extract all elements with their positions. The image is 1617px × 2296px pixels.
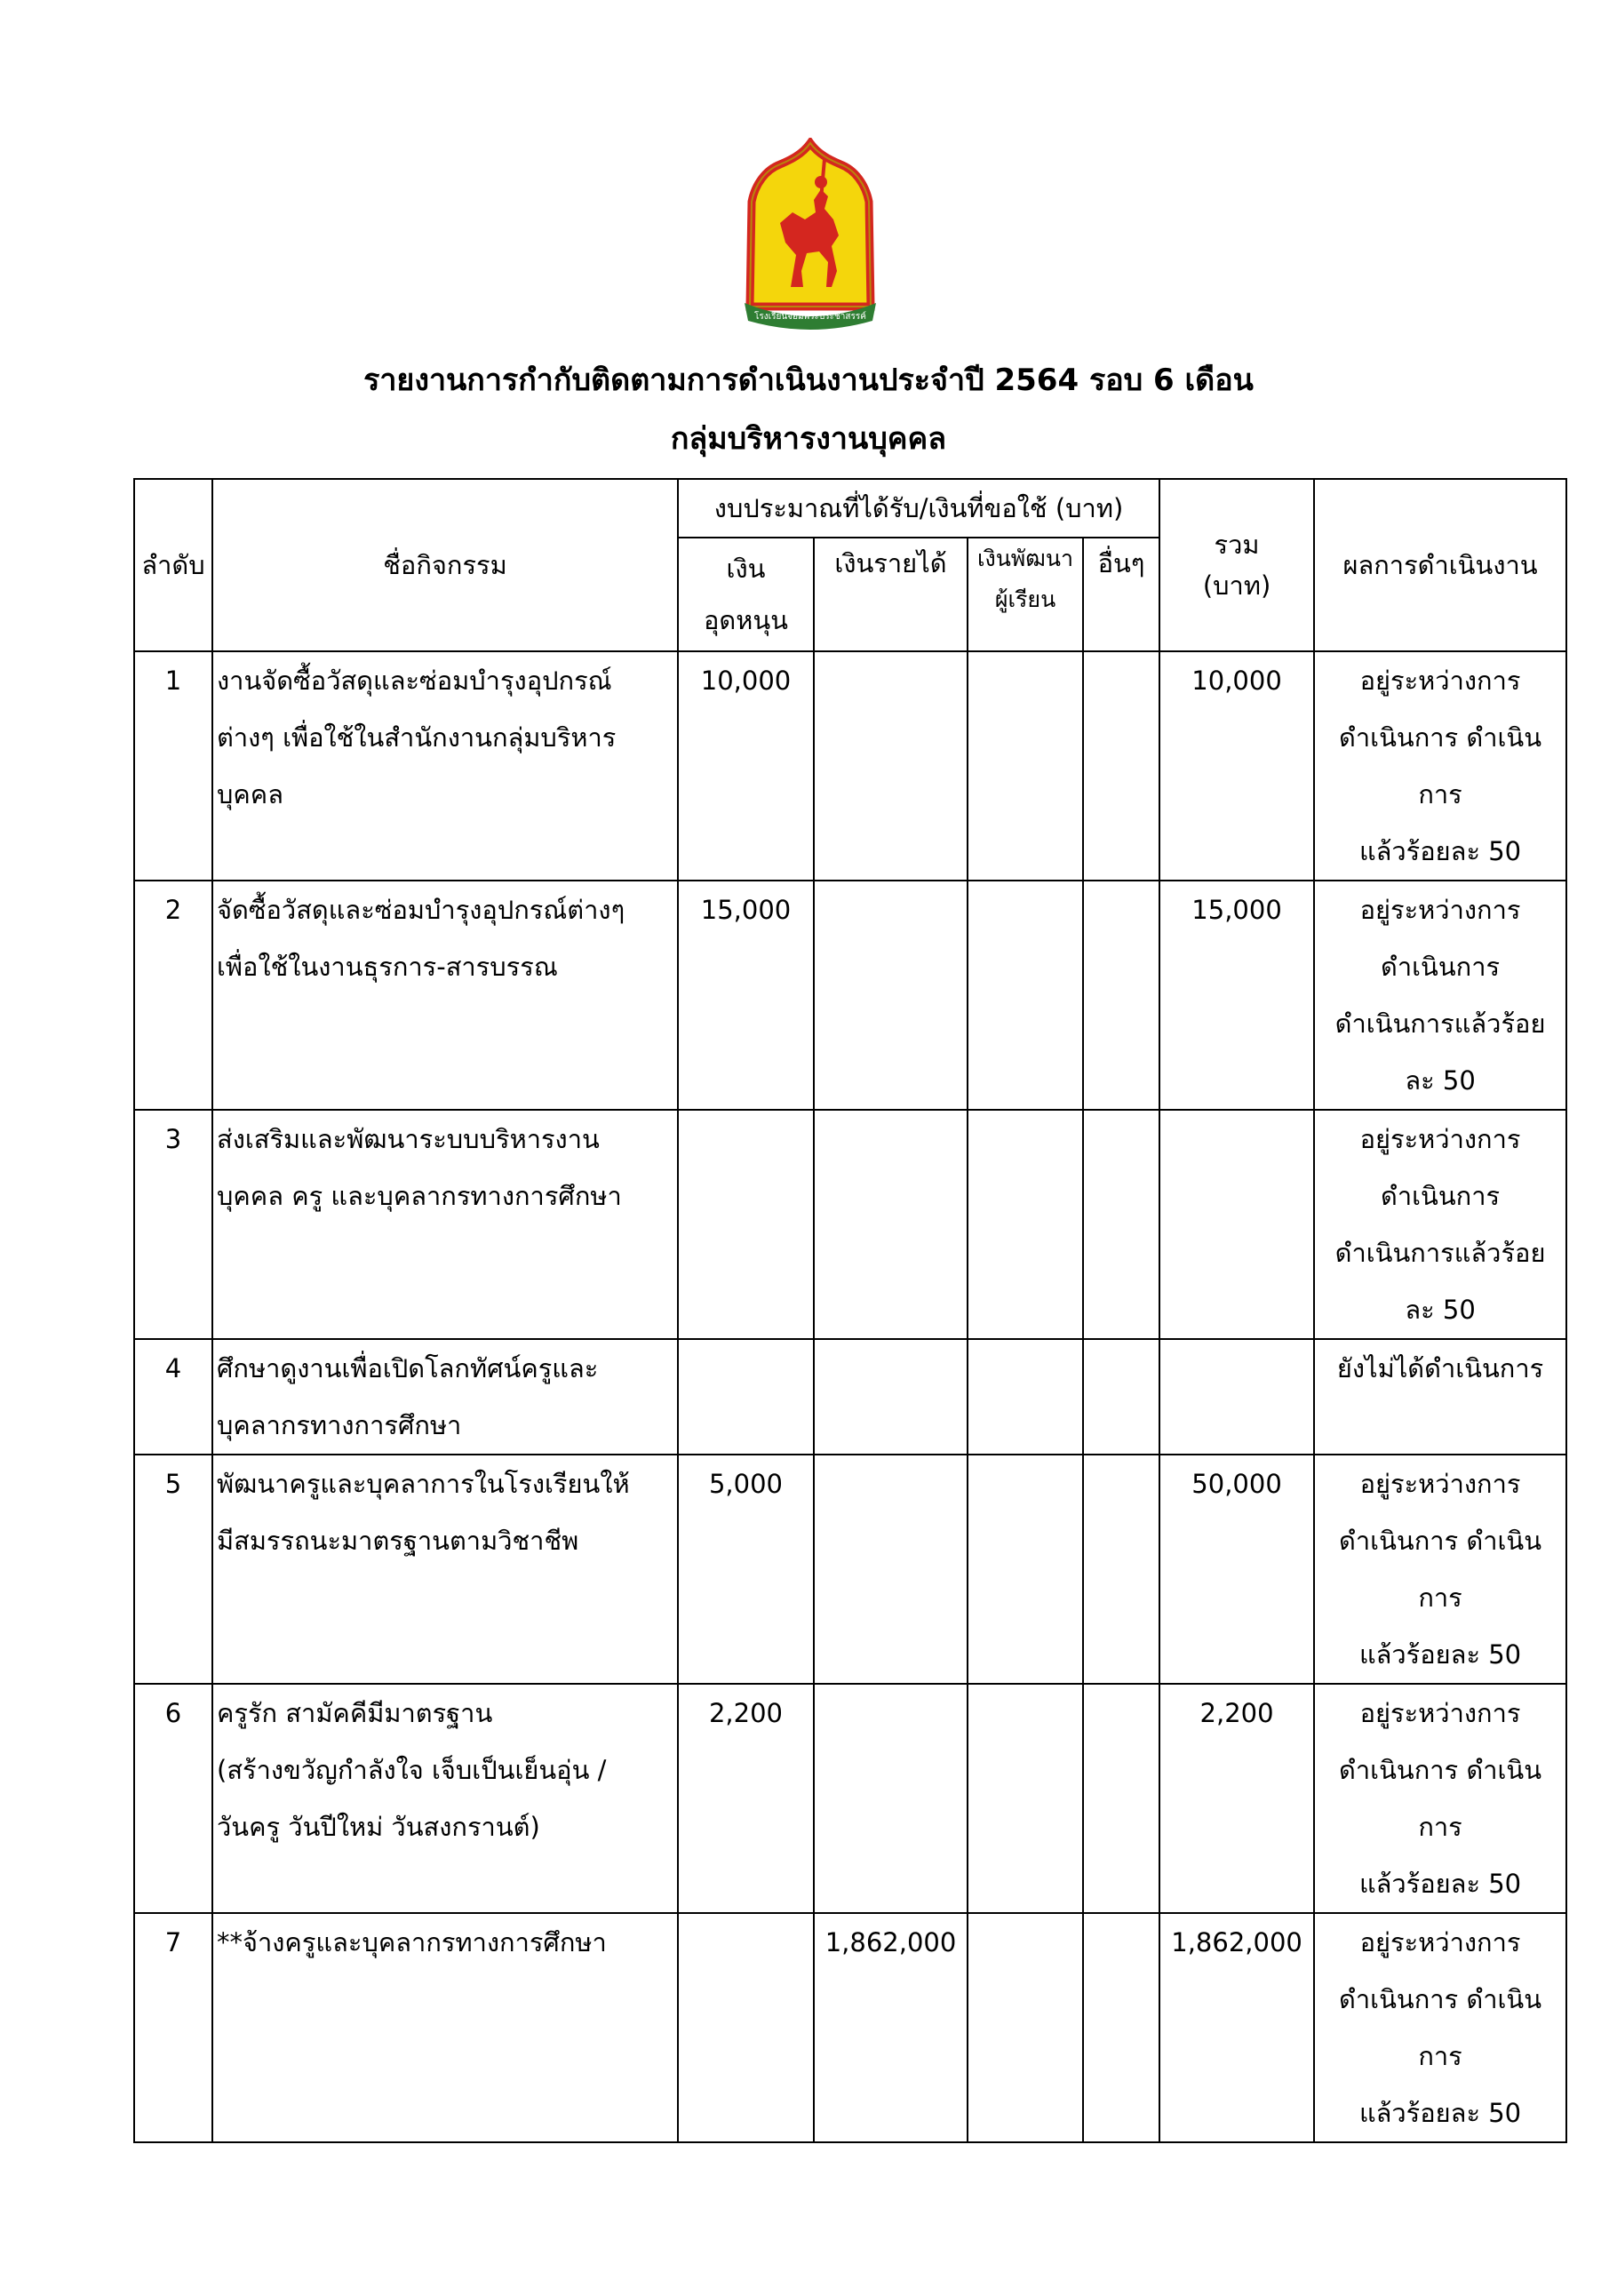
header-no: ลำดับ xyxy=(134,479,212,651)
cell-other xyxy=(1083,1339,1159,1455)
header-other: อื่นๆ xyxy=(1083,538,1159,651)
table-row xyxy=(134,1339,1566,1455)
cell-total: 10,000 xyxy=(1159,651,1314,881)
cell-subsidy xyxy=(678,1913,814,2142)
cell-total: 1,862,000 xyxy=(1159,1913,1314,2142)
cell-subsidy: 10,000 xyxy=(678,651,814,881)
cell-activity: **จ้างครูและบุคลากรทางการศึกษา xyxy=(212,1913,678,2142)
cell-dev-fund xyxy=(968,1339,1083,1455)
cell-activity: จัดซื้อวัสดุและซ่อมบำรุงอุปกรณ์ต่างๆ เพื่อใช้ในงานธุรการ-สารบรรณ xyxy=(212,881,678,1110)
cell-no: 7 xyxy=(134,1913,212,2142)
header-budget-group: งบประมาณที่ได้รับ/เงินที่ขอใช้ (บาท) xyxy=(678,479,1159,538)
cell-subsidy: 5,000 xyxy=(678,1455,814,1684)
cell-result: อยู่ระหว่างการ ดำเนินการ ดำเนินการ แล้วร้อยละ 50 xyxy=(1314,1684,1566,1913)
table-row xyxy=(134,651,1566,881)
report-title: รายงานการกำกับติดตามการดำเนินงานประจำปี 2564 รอบ 6 เดือน xyxy=(363,363,1254,398)
cell-no: 3 xyxy=(134,1110,212,1339)
table-row xyxy=(134,1684,1566,1913)
cell-result: อยู่ระหว่างการ ดำเนินการ ดำเนินการแล้วร้อย ละ 50 xyxy=(1314,881,1566,1110)
svg-text:โรงเรียนจอมพระประชาสรรค์: โรงเรียนจอมพระประชาสรรค์ xyxy=(754,312,866,322)
cell-income xyxy=(814,1110,968,1339)
cell-subsidy xyxy=(678,1110,814,1339)
table-row xyxy=(134,881,1566,1110)
cell-subsidy xyxy=(678,1339,814,1455)
cell-other xyxy=(1083,1455,1159,1684)
cell-result: อยู่ระหว่างการ ดำเนินการ ดำเนินการ แล้วร้อยละ 50 xyxy=(1314,651,1566,881)
cell-activity: ส่งเสริมและพัฒนาระบบบริหารงาน บุคคล ครู และบุคลากรทางการศึกษา xyxy=(212,1110,678,1339)
header-income: เงินรายได้ xyxy=(814,538,968,651)
cell-no: 4 xyxy=(134,1339,212,1455)
cell-result: อยู่ระหว่างการ ดำเนินการ ดำเนินการแล้วร้อย ละ 50 xyxy=(1314,1110,1566,1339)
cell-other xyxy=(1083,1913,1159,2142)
cell-result: ยังไม่ได้ดำเนินการ xyxy=(1314,1339,1566,1455)
header-total: รวม (บาท) xyxy=(1159,479,1314,651)
cell-no: 2 xyxy=(134,881,212,1110)
table-row xyxy=(134,1455,1566,1684)
cell-dev-fund xyxy=(968,1913,1083,2142)
cell-income xyxy=(814,1339,968,1455)
cell-result: อยู่ระหว่างการ ดำเนินการ ดำเนินการ แล้วร้อยละ 50 xyxy=(1314,1913,1566,2142)
cell-income: 1,862,000 xyxy=(814,1913,968,2142)
cell-no: 5 xyxy=(134,1455,212,1684)
header-activity: ชื่อกิจกรรม xyxy=(212,479,678,651)
activity-report-table xyxy=(133,478,1567,2143)
header-result: ผลการดำเนินงาน xyxy=(1314,479,1566,651)
cell-income xyxy=(814,651,968,881)
header-dev-fund: เงินพัฒนา ผู้เรียน xyxy=(968,538,1083,651)
cell-total xyxy=(1159,1339,1314,1455)
cell-dev-fund xyxy=(968,1684,1083,1913)
cell-total: 2,200 xyxy=(1159,1684,1314,1913)
cell-subsidy: 2,200 xyxy=(678,1684,814,1913)
cell-activity: พัฒนาครูและบุคลาการในโรงเรียนให้ มีสมรรถนะมาตรฐานตามวิชาชีพ xyxy=(212,1455,678,1684)
cell-dev-fund xyxy=(968,1455,1083,1684)
cell-other xyxy=(1083,1684,1159,1913)
cell-other xyxy=(1083,881,1159,1110)
cell-subsidy: 15,000 xyxy=(678,881,814,1110)
cell-total xyxy=(1159,1110,1314,1339)
cell-income xyxy=(814,1684,968,1913)
cell-activity: งานจัดซื้อวัสดุและซ่อมบำรุงอุปกรณ์ ต่างๆ เพื่อใช้ในสำนักงานกลุ่มบริหาร บุคคล xyxy=(212,651,678,881)
cell-dev-fund xyxy=(968,881,1083,1110)
cell-no: 1 xyxy=(134,651,212,881)
table-row xyxy=(134,1913,1566,2142)
cell-result: อยู่ระหว่างการ ดำเนินการ ดำเนินการ แล้วร้อยละ 50 xyxy=(1314,1455,1566,1684)
cell-total: 50,000 xyxy=(1159,1455,1314,1684)
cell-other xyxy=(1083,1110,1159,1339)
table-row xyxy=(134,1110,1566,1339)
cell-dev-fund xyxy=(968,1110,1083,1339)
cell-total: 15,000 xyxy=(1159,881,1314,1110)
cell-other xyxy=(1083,651,1159,881)
report-subtitle: กลุ่มบริหารงานบุคคล xyxy=(670,421,947,457)
school-emblem-icon xyxy=(739,138,881,338)
cell-income xyxy=(814,1455,968,1684)
cell-dev-fund xyxy=(968,651,1083,881)
cell-activity: ศึกษาดูงานเพื่อเปิดโลกทัศน์ครูและ บุคลากรทางการศึกษา xyxy=(212,1339,678,1455)
header-subsidy: เงิน อุดหนุน xyxy=(678,538,814,651)
cell-activity: ครูรัก สามัคคีมีมาตรฐาน (สร้างขวัญกำลังใจ เจ็บเป็นเย็นอุ่น / วันครู วันปีใหม่ วันสงกรานต์) xyxy=(212,1684,678,1913)
cell-income xyxy=(814,881,968,1110)
cell-no: 6 xyxy=(134,1684,212,1913)
